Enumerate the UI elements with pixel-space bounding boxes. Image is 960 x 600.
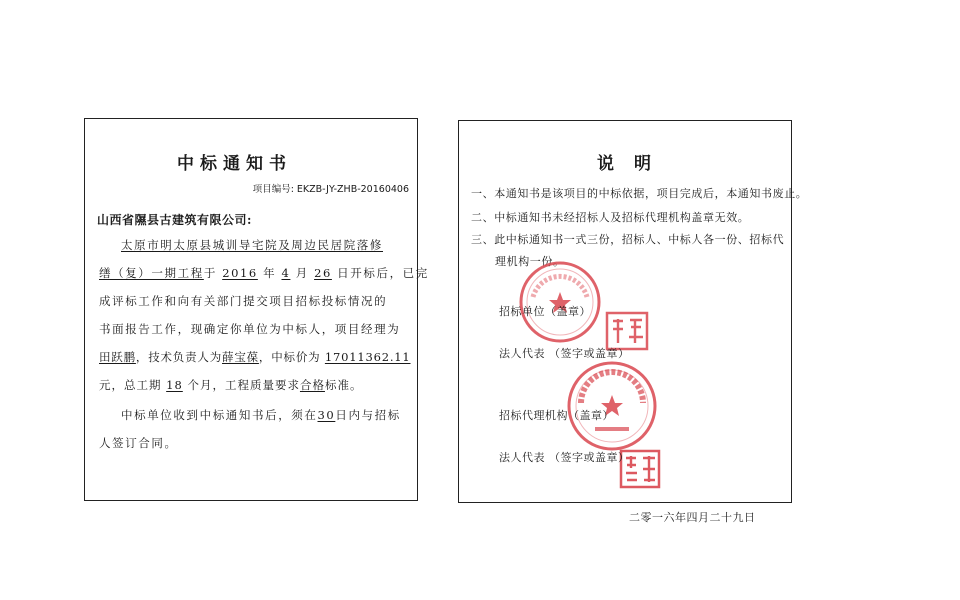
explanation-item-2: 二、中标通知书未经招标人及招标代理机构盖章无效。 bbox=[471, 211, 750, 224]
text-fragment: 日开标后，已完 bbox=[337, 266, 429, 280]
explanation-title: 说明 bbox=[597, 154, 671, 174]
text-fragment: 个月，工程质量要求 bbox=[187, 378, 300, 392]
explanation-sheet bbox=[458, 120, 808, 524]
project-number: 项目编号: EKZB-JY-ZHB-20160406 bbox=[252, 184, 409, 195]
quality-standard: 合格 bbox=[299, 378, 325, 392]
explanation-item-3-cont: 理机构一份。 bbox=[495, 255, 565, 268]
notice-line-8: 人签订合同。 bbox=[99, 436, 178, 450]
text-fragment: ，技术负责人为 bbox=[135, 350, 223, 364]
issue-date: 二零一六年四月二十九日 bbox=[629, 511, 756, 524]
recipient-company: 山西省隰县古建筑有限公司: bbox=[97, 213, 252, 227]
text-fragment: 标准。 bbox=[324, 378, 363, 392]
text-fragment: 元，总工期 bbox=[99, 378, 162, 392]
text-fragment: ，中标价为 bbox=[258, 350, 321, 364]
notice-line-7 bbox=[121, 407, 401, 423]
explanation-item-3: 三、此中标通知书一式三份，招标人、中标人各一份、招标代 bbox=[471, 233, 785, 246]
agency-round-seal bbox=[565, 359, 659, 453]
tenderer-seal-label: 招标单位（盖章） bbox=[499, 305, 591, 318]
duration-months: 18 bbox=[166, 378, 183, 392]
project-manager: 田跃鹏 bbox=[99, 350, 136, 364]
open-year: 2016 bbox=[222, 266, 258, 280]
agency-legal-rep-label: 法人代表 （签字或盖章） bbox=[499, 451, 630, 464]
open-day: 26 bbox=[314, 266, 332, 280]
contract-days: 30 bbox=[317, 408, 336, 422]
text-fragment: 中标单位收到中标通知书后，须在 bbox=[121, 408, 318, 422]
text-fragment: 月 bbox=[295, 266, 309, 280]
text-fragment: 日内与招标 bbox=[335, 408, 401, 422]
notice-line-5 bbox=[99, 349, 411, 365]
bid-price: 17011362.11 bbox=[324, 350, 411, 364]
technical-lead: 薛宝葆 bbox=[222, 350, 259, 364]
notice-line-3: 成评标工作和向有关部门提交项目招标投标情况的 bbox=[99, 294, 388, 308]
text-fragment: 于 bbox=[203, 266, 217, 280]
notice-line-1 bbox=[121, 237, 383, 253]
project-name-part-2: 缮（复）一期工程 bbox=[99, 266, 204, 280]
tenderer-round-seal bbox=[517, 259, 603, 345]
tenderer-legal-rep-label: 法人代表 （签字或盖章） bbox=[499, 347, 630, 360]
award-notice-sheet bbox=[84, 118, 429, 501]
agency-seal-label: 招标代理机构（盖章） bbox=[499, 409, 614, 422]
project-name-part-1: 太原市明太原县城训导宅院及周边民居院落修 bbox=[121, 238, 383, 252]
notice-line-4: 书面报告工作，现确定你单位为中标人，项目经理为 bbox=[99, 322, 401, 336]
text-fragment: 年 bbox=[263, 266, 277, 280]
notice-title: 中标通知书 bbox=[177, 154, 292, 174]
open-month: 4 bbox=[281, 266, 291, 280]
explanation-item-1: 一、本通知书是该项目的中标依据，项目完成后，本通知书废止。 bbox=[471, 187, 808, 200]
notice-line-6 bbox=[99, 377, 362, 393]
notice-line-2 bbox=[99, 265, 429, 281]
